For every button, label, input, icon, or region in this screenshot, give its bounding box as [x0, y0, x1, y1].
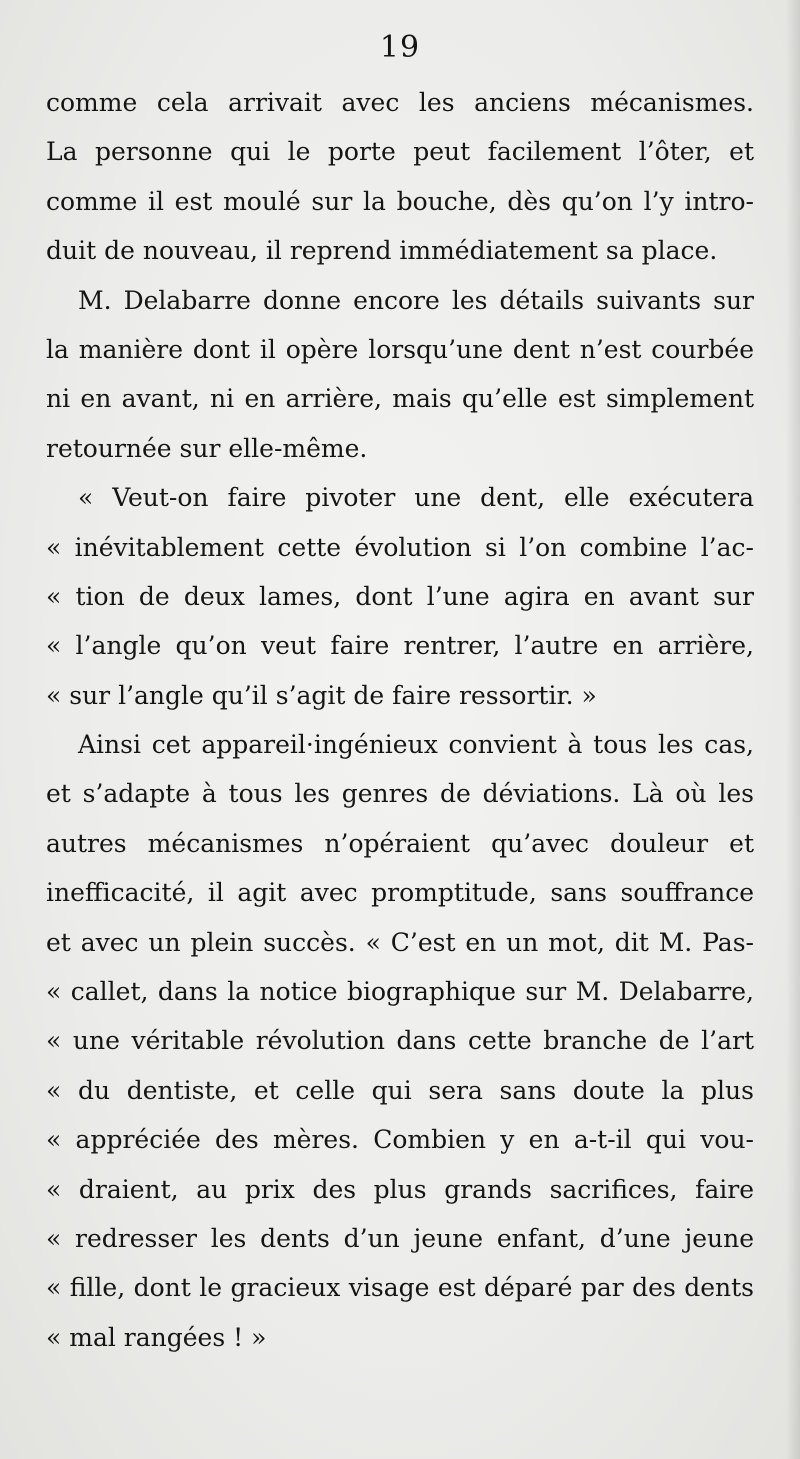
text-line: « callet, dans la notice biographique sur M. Delabarre, [46, 977, 754, 1007]
body-text [46, 78, 754, 1362]
text-line: comme cela arrivait avec les anciens mécanismes. [46, 88, 754, 117]
text-line: « appréciée des mères. Combien y en a-t-il qui vou- [46, 1125, 754, 1155]
page-edge-shadow [786, 0, 800, 1459]
text-line: M. Delabarre donne encore les détails suivants sur [78, 285, 754, 315]
text-line: et s’adapte à tous les genres de déviations. Là où les [46, 779, 754, 809]
text-line: retournée sur elle-même. [46, 433, 368, 463]
text-line: « l’angle qu’on veut faire rentrer, l’autre en arrière, [46, 631, 754, 661]
text-line: Ainsi cet appareil·ingénieux convient à tous les cas, [78, 730, 754, 760]
text-line: « sur l’angle qu’il s’agit de faire ressortir. » [46, 680, 597, 710]
text-line: ni en avant, ni en arrière, mais qu’elle est simplement [46, 384, 754, 414]
text-line: inefficacité, il agit avec promptitude, sans souffrance [46, 878, 754, 908]
text-line: La personne qui le porte peut facilement l’ôter, et [46, 137, 754, 167]
text-line: « redresser les dents d’un jeune enfant, d’une jeune [46, 1223, 754, 1253]
text-line: comme il est moulé sur la bouche, dès qu’on l’y intro- [46, 186, 754, 216]
text-line: « Veut-on faire pivoter une dent, elle exécutera [78, 483, 754, 513]
text-line: duit de nouveau, il reprend immédiatement sa place. [46, 236, 718, 266]
text-line: autres mécanismes n’opéraient qu’avec douleur et [46, 828, 754, 858]
text-line: « mal rangées ! » [46, 1322, 267, 1352]
text-line: « inévitablement cette évolution si l’on combine l’ac- [46, 532, 754, 562]
text-line: « du dentiste, et celle qui sera sans doute la plus [46, 1075, 754, 1105]
text-line: « une véritable révolution dans cette branche de l’art [46, 1026, 754, 1056]
text-line: « fille, dont le gracieux visage est déparé par des dents [46, 1273, 754, 1303]
text-line: « draient, au prix des plus grands sacrifices, faire [46, 1174, 754, 1204]
text-line: et avec un plein succès. « C’est en un mot, dit M. Pas- [46, 927, 754, 957]
text-line: « tion de deux lames, dont l’une agira en avant sur [46, 581, 754, 611]
page-number: 19 [379, 30, 421, 65]
text-line: la manière dont il opère lorsqu’une dent n’est courbée [46, 334, 754, 364]
